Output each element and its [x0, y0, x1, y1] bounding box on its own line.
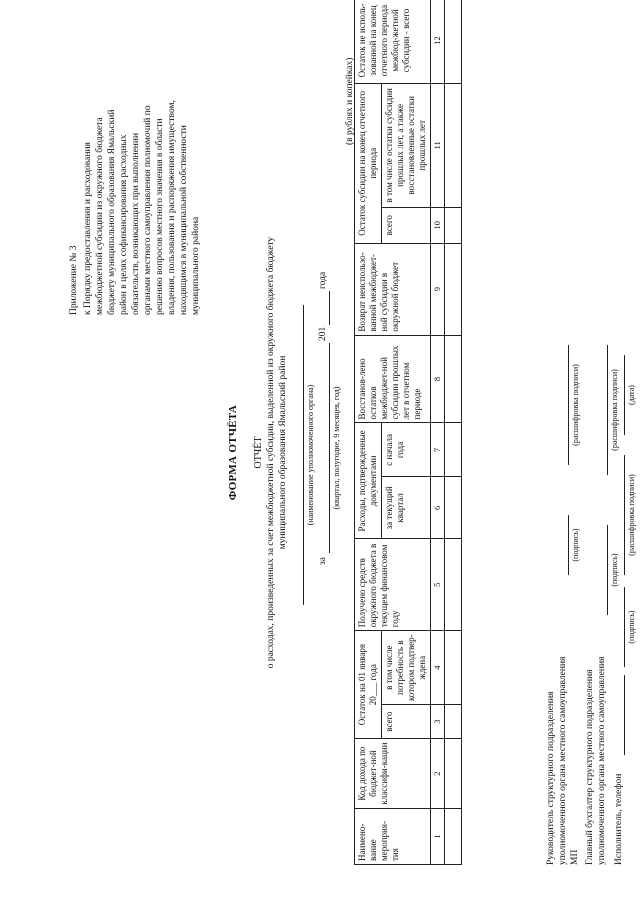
executor-signature-line[interactable] — [624, 587, 625, 667]
appendix-line: находящимся в муниципальной собственности — [179, 125, 189, 315]
executor-phone-line[interactable] — [624, 675, 625, 755]
appendix-line: бюджету муниципального образования Ямальский — [107, 109, 117, 315]
appendix-line: муниципального района — [191, 216, 201, 315]
accountant-decode-line[interactable] — [607, 345, 608, 475]
header-end-total: всего — [382, 207, 431, 243]
report-table — [354, 0, 462, 865]
executor-decode-caption: (расшифровка подписи) — [627, 474, 636, 556]
header-restored: Восстанов-лено остатков межбюджет-ной субсидии прошлых лет в отчетном периоде — [355, 335, 431, 423]
report-subtitle: о расходах, произведенных за счет межбюджетной субсидии, выделенной из окружного бюджета бюджету — [266, 236, 276, 669]
table-cell[interactable] — [445, 809, 462, 865]
appendix-line: владения, пользования и распоряжения имуществом, — [167, 100, 177, 315]
table-row — [445, 0, 462, 865]
executor-date-caption: (дата) — [627, 385, 636, 405]
table-cell[interactable] — [445, 0, 462, 83]
accountant-decode-caption: (расшифровка подписи) — [610, 369, 619, 451]
table-cell[interactable] — [445, 477, 462, 539]
header-income-code: Код дохода по бюджет-ной классифи-кации — [355, 739, 431, 809]
accountant-signature-line[interactable] — [607, 525, 608, 615]
col-number: 10 — [431, 207, 445, 243]
header-unused: Остаток не исполь-зованной на конец отчетного периода межбюд-жетной субсидии - всего — [355, 0, 431, 83]
executor-label: Исполнитель, телефон — [614, 773, 624, 865]
executor-date-line[interactable] — [624, 355, 625, 435]
col-number: 12 — [431, 0, 445, 83]
period-year-line[interactable] — [329, 291, 330, 325]
appendix-line: межбюджетной субсидии из окружного бюджета — [95, 117, 105, 315]
table-cell[interactable] — [445, 83, 462, 207]
table-cell[interactable] — [445, 207, 462, 243]
header-balance-end: Остаток субсидии на конец отчетного периода — [355, 83, 382, 243]
head-decode-line[interactable] — [568, 345, 569, 465]
stamp-mark: МП — [570, 849, 580, 865]
table-cell[interactable] — [445, 739, 462, 809]
header-balance-jan: Остаток на 01 января 20___ года — [355, 631, 382, 739]
org-name-caption: (наименование уполномоченного органа) — [306, 384, 315, 526]
header-end-previous: в том числе остатки субсидии прошлых лет, а также восстановленные остатки прошлых лет — [382, 83, 431, 207]
accountant-signature-caption: (подпись) — [610, 553, 619, 587]
header-balance-total: всего — [382, 705, 431, 739]
period-year: 201 — [318, 326, 328, 341]
col-number: 8 — [431, 335, 445, 423]
org-name-line[interactable] — [303, 305, 304, 605]
head-title-line1: Руководитель структурного подразделения — [546, 691, 556, 865]
period-caption: (квартал, полугодие, 9 месяцев, год) — [332, 386, 341, 510]
accountant-title-line1: Главный бухгалтер структурного подразделения — [585, 669, 595, 865]
form-title: ФОРМА ОТЧЁТА — [227, 404, 239, 501]
period-suffix: года — [318, 271, 328, 289]
appendix-line: район в целях софинансирования расходных — [119, 134, 129, 315]
report-subtitle-2: муниципального образования Ямальский район — [278, 355, 288, 550]
executor-signature-caption: (подпись) — [627, 610, 636, 644]
col-number: 2 — [431, 739, 445, 809]
table-cell[interactable] — [445, 335, 462, 423]
executor-decode-line[interactable] — [624, 455, 625, 575]
header-expenses: Расходы, подтвержденные документами — [355, 423, 382, 539]
table-cell[interactable] — [445, 705, 462, 739]
col-number: 3 — [431, 705, 445, 739]
appendix-line: органами местного самоуправления полномочий по — [143, 105, 153, 315]
head-decode-caption: (расшифровка подписи) — [571, 364, 580, 446]
col-number: 11 — [431, 83, 445, 207]
table-cell[interactable] — [445, 631, 462, 705]
report-title: ОТЧЁТ — [253, 436, 264, 469]
col-number: 9 — [431, 243, 445, 335]
col-number: 1 — [431, 809, 445, 865]
appendix-block — [68, 35, 202, 315]
appendix-line: обязательств, возникающих при выполнении — [131, 132, 141, 315]
head-signature-caption: (подпись) — [571, 528, 580, 562]
header-returned: Возврат неиспользо-ванной межбюджет-ной субсидии в окружной бюджет — [355, 243, 431, 335]
col-number: 7 — [431, 423, 445, 477]
header-year-start: с начала года — [382, 423, 431, 477]
period-prefix: за — [318, 557, 328, 565]
head-signature-line[interactable] — [568, 515, 569, 575]
appendix-number: Приложение № 3 — [69, 245, 79, 315]
col-number: 6 — [431, 477, 445, 539]
header-activity-name: Наимено-вание мероприя-тия — [355, 809, 431, 865]
col-number: 5 — [431, 539, 445, 631]
appendix-line: решению вопросов местного значения в области — [155, 118, 165, 315]
col-number: 4 — [431, 631, 445, 705]
header-quarter: за текущий квартал — [382, 477, 431, 539]
appendix-line: к Порядку предоставления и расходования — [83, 142, 93, 315]
accountant-title-line2: уполномоченного органа местного самоуправления — [597, 656, 607, 865]
units-label: (в рублях и копейках) — [345, 57, 355, 145]
table-cell[interactable] — [445, 243, 462, 335]
head-title-line2: уполномоченного органа местного самоуправления — [558, 656, 568, 865]
period-line[interactable] — [329, 343, 330, 553]
table-cell[interactable] — [445, 539, 462, 631]
header-balance-confirmed: в том числе потребность в котором подтвер-ждена — [382, 631, 431, 705]
table-cell[interactable] — [445, 423, 462, 477]
header-received: Получено средств окружного бюджета в текущем финансовом году — [355, 539, 431, 631]
